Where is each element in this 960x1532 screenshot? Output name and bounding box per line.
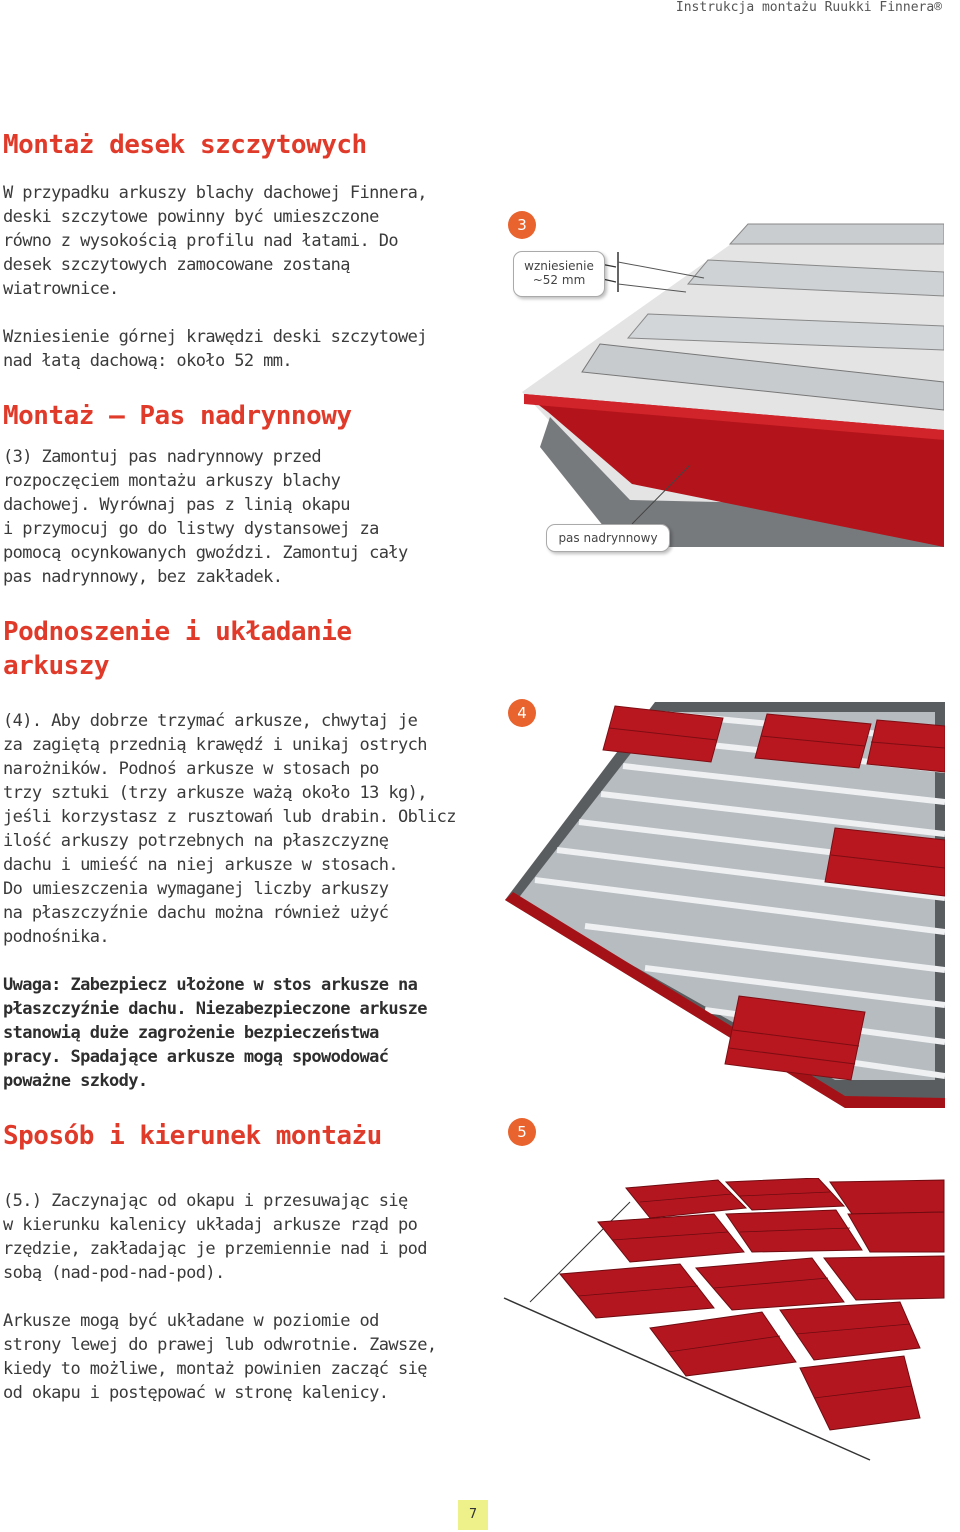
text-line: podnośnika.	[3, 927, 109, 947]
figure-number-badge: 5	[508, 1118, 536, 1146]
document-header: Instrukcja montażu Ruukki Finnera®	[675, 0, 942, 15]
text-line: równo z wysokością profilu nad łatami. Do	[3, 231, 399, 251]
text-line: W przypadku arkuszy blachy dachowej Finnera,	[3, 183, 427, 203]
figure-number-badge: 3	[508, 211, 536, 239]
text-line: ilość arkuszy potrzebnych na płaszczyznę	[3, 831, 389, 851]
figure-laying-direction-illustration	[500, 1178, 948, 1478]
title-line: Podnoszenie i układanie	[3, 617, 352, 647]
text-line: w kierunku kalenicy układaj arkusze rząd po	[3, 1215, 418, 1235]
section-title-direction: Sposób i kierunek montażu	[3, 1121, 382, 1151]
figure-number-badge: 4	[508, 699, 536, 727]
text-line: Do umieszczenia wymaganej liczby arkuszy	[3, 879, 389, 899]
text-line: nad łatą dachową: około 52 mm.	[3, 351, 293, 371]
text-line: na płaszczyźnie dachu można również użyć	[3, 903, 389, 923]
text-line: narożników. Podnoś arkusze w stosach po	[3, 759, 379, 779]
elevation-callout	[513, 251, 605, 297]
text-line: sobą (nad-pod-nad-pod).	[3, 1263, 225, 1283]
paragraph-direction-2	[3, 1309, 483, 1405]
callout-line: ~52 mm	[532, 273, 586, 287]
section-title-gable-boards: Montaż desek szczytowych	[3, 130, 367, 160]
paragraph-direction	[3, 1189, 483, 1285]
text-line: desek szczytowych zamocowane zostaną	[3, 255, 350, 275]
text-line: Arkusze mogą być układane w poziomie od	[3, 1311, 379, 1331]
paragraph-lifting-sheets	[3, 709, 483, 949]
page-number: 7	[458, 1500, 488, 1530]
text-line: od okapu i postępować w stronę kalenicy.	[3, 1383, 389, 1403]
text-line: stanowią duże zagrożenie bezpieczeństwa	[3, 1023, 379, 1043]
text-line: pracy. Spadające arkusze mogą spowodować	[3, 1047, 389, 1067]
section-title-eave-flashing: Montaż – Pas nadrynnowy	[3, 401, 352, 431]
paragraph-eave-flashing	[3, 445, 473, 589]
paragraph-gable-boards	[3, 181, 473, 301]
paragraph-elevation-note	[3, 325, 473, 373]
text-line: dachu i umieść na niej arkusze w stosach.	[3, 855, 399, 875]
text-line: dachowej. Wyrównaj pas z linią okapu	[3, 495, 350, 515]
text-line: deski szczytowe powinny być umieszczone	[3, 207, 379, 227]
text-line: trzy sztuki (trzy arkusze ważą około 13 kg),	[3, 783, 427, 803]
text-line: strony lewej do prawej lub odwrotnie. Zawsze,	[3, 1335, 437, 1355]
text-line: wiatrownice.	[3, 279, 119, 299]
flashing-callout: pas nadrynnowy	[546, 524, 670, 552]
text-line: i przymocuj go do listwy dystansowej za	[3, 519, 379, 539]
text-line: rozpoczęciem montażu arkuszy blachy	[3, 471, 341, 491]
text-line: Uwaga: Zabezpiecz ułożone w stos arkusze na	[3, 975, 418, 995]
text-line: Wzniesienie górnej krawędzi deski szczytowej	[3, 327, 427, 347]
warning-paragraph	[3, 973, 483, 1093]
text-line: pas nadrynnowy, bez zakładek.	[3, 567, 283, 587]
text-line: jeśli korzystasz z rusztowań lub drabin. Oblicz	[3, 807, 456, 827]
text-line: za zagiętą przednią krawędź i unikaj ostrych	[3, 735, 427, 755]
text-line: płaszczyźnie dachu. Niezabezpieczone arkusze	[3, 999, 427, 1019]
text-line: (3) Zamontuj pas nadrynnowy przed	[3, 447, 321, 467]
section-title-lifting-sheets	[3, 615, 352, 683]
text-line: kiedy to możliwe, montaż powinien zacząć się	[3, 1359, 427, 1379]
title-line: arkuszy	[3, 651, 110, 681]
text-line: pomocą ocynkowanych gwoździ. Zamontuj cały	[3, 543, 408, 563]
callout-line: wzniesienie	[524, 259, 594, 273]
text-line: rzędzie, zakładając je przemiennie nad i pod	[3, 1239, 427, 1259]
text-line: (5.) Zaczynając od okapu i przesuwając się	[3, 1191, 408, 1211]
text-line: poważne szkody.	[3, 1071, 148, 1091]
text-line: (4). Aby dobrze trzymać arkusze, chwytaj je	[3, 711, 418, 731]
figure-sheet-stacks-illustration	[505, 700, 945, 1110]
